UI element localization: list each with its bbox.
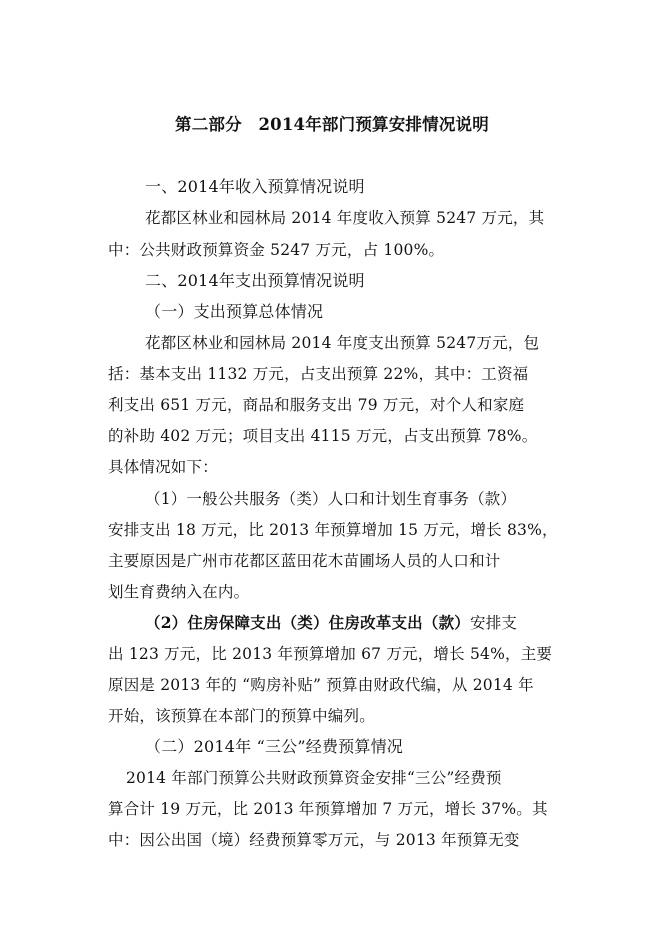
sub2-line-1: 2014 年部门预算公共财政预算资金安排“三公”经费预 bbox=[126, 769, 502, 787]
sub2-line-3: 中：因公出国（境）经费预算零万元，与 2013 年预算无变 bbox=[108, 831, 520, 849]
item2-line-1: 出 123 万元，比 2013 年预算增加 67 万元，增长 54%，主要 bbox=[108, 645, 553, 663]
sub1-line-3: 利支出 651 万元，商品和服务支出 79 万元，对个人和家庭 bbox=[108, 396, 525, 414]
sub2-line-2: 算合计 19 万元，比 2013 年预算增加 7 万元，增长 37%。其 bbox=[108, 800, 548, 818]
sub1-line-4: 的补助 402 万元；项目支出 4115 万元，占支出预算 78%。 bbox=[108, 427, 538, 445]
item2-line-2: 原因是 2013 年的 “购房补贴” 预算由财政代编，从 2014 年 bbox=[108, 676, 534, 694]
section1-heading: 一、2014年收入预算情况说明 bbox=[145, 177, 365, 196]
item1-heading: （1）一般公共服务（类）人口和计划生育事务（款） bbox=[145, 490, 517, 508]
section1-line-1: 花都区林业和园林局 2014 年度收入预算 5247 万元，其 bbox=[145, 209, 545, 227]
section1-line-2: 中：公共财政预算资金 5247 万元，占 100%。 bbox=[108, 241, 445, 259]
sub2-heading: （二）2014年 “三公”经费预算情况 bbox=[145, 737, 403, 756]
page-title: 第二部分 2014年部门预算安排情况说明 bbox=[175, 115, 489, 134]
item1-line-1: 安排支出 18 万元，比 2013 年预算增加 15 万元，增长 83%， bbox=[108, 521, 558, 539]
section2-heading: 二、2014年支出预算情况说明 bbox=[145, 271, 365, 290]
sub1-line-5: 具体情况如下： bbox=[108, 458, 218, 476]
sub1-line-2: 括：基本支出 1132 万元，占支出预算 22%，其中：工资福 bbox=[108, 365, 529, 383]
item1-line-3: 划生育费纳入在内。 bbox=[108, 583, 250, 601]
sub1-line-1: 花都区林业和园林局 2014 年度支出预算 5247万元，包 bbox=[145, 334, 540, 352]
sub1-heading: （一）支出预算总体情况 bbox=[145, 302, 324, 321]
item2-heading-rest: 安排支 bbox=[470, 614, 518, 632]
item1-line-2: 主要原因是广州市花都区蓝田花木苗圃场人员的人口和计 bbox=[108, 552, 501, 570]
item2-first-line bbox=[145, 613, 517, 633]
item2-heading: （2）住房保障支出（类）住房改革支出（款） bbox=[145, 613, 470, 632]
item2-line-3: 开始，该预算在本部门的预算中编列。 bbox=[108, 707, 375, 725]
